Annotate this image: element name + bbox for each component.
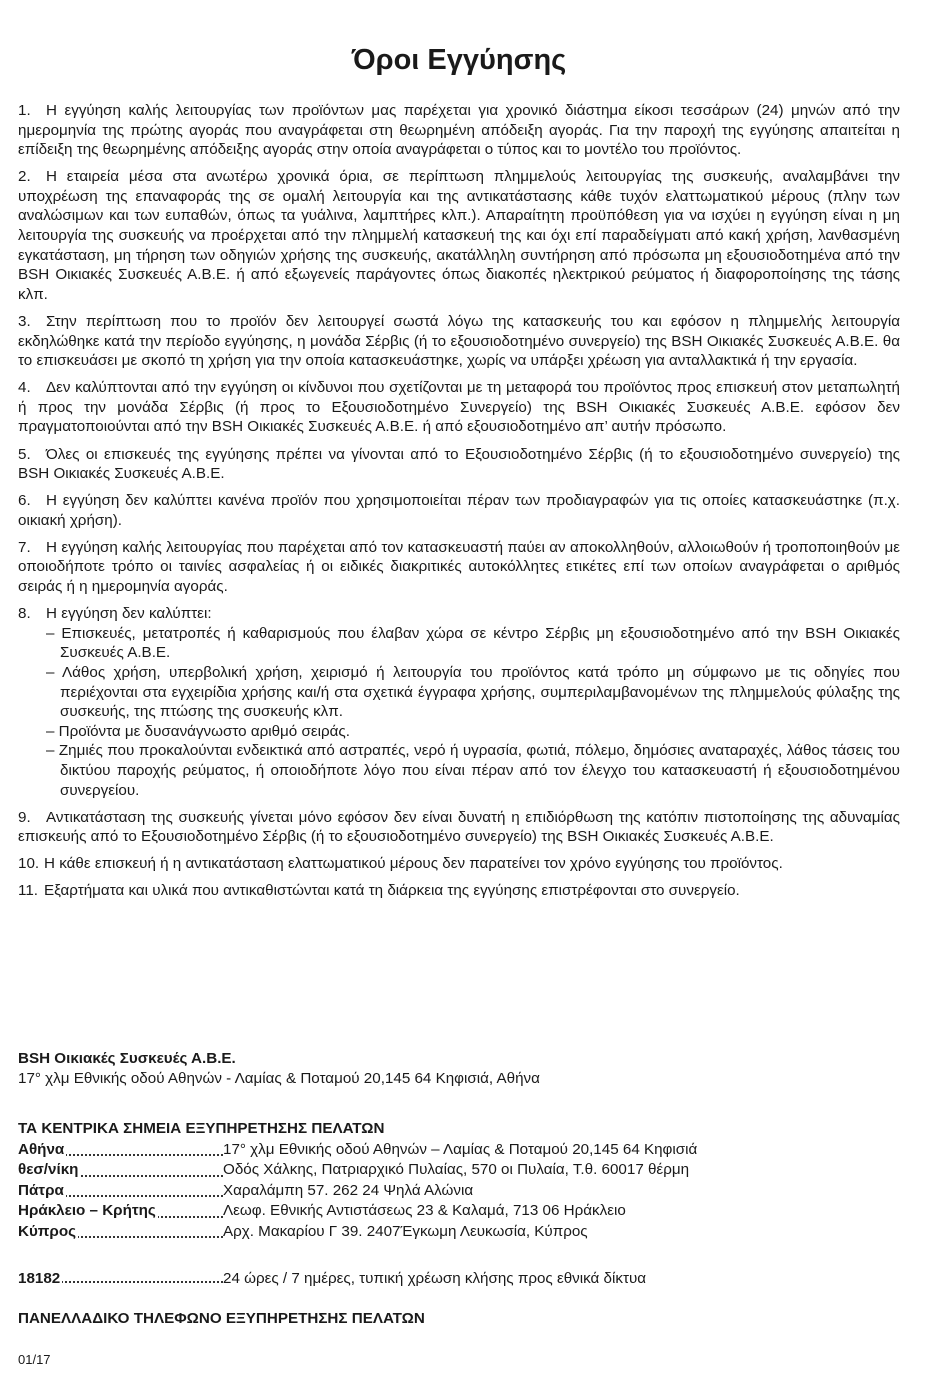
clause-number: 9. (18, 808, 31, 826)
exclusion-item: – Προϊόντα με δυσανάγνωστο αριθμό σειράς. (46, 722, 350, 740)
warranty-clauses (18, 101, 900, 908)
company-name: BSH Οικιακές Συσκευές Α.Β.Ε. (18, 1050, 236, 1067)
company-address: 17° χλμ Εθνικής οδού Αθηνών - Λαμίας & Ποταμού 20,145 64 Κηφισιά, Αθήνα (18, 1070, 540, 1087)
hotline-number: 18182 (18, 1270, 61, 1287)
clause-text: Αντικατάσταση της συσκευής γίνεται μόνο εφόσον δεν είναι δυνατή η επιδιόρθωση της κατόπιν πιστοποίησης της αδυναμίας επισκευής από το Εξουσιοδοτημένο Σέρβις (ή το εξουσιοδοτημένο συνεργείο) της BSH Οικιακές Συσκευές Α.Β.Ε. (18, 808, 900, 846)
center-address: Αρχ. Μακαρίου Γ 39. 2407Έγκωμη Λευκωσία, Κύπρος (223, 1222, 588, 1240)
clause-2 (18, 167, 900, 304)
clause-text: Στην περίπτωση που το προϊόν δεν λειτουργεί σωστά λόγω της κατασκευής του και εφόσον η πλημμελής λειτουργία εκδηλώθηκε κατά την περίοδο εγγύησης, η μονάδα Σέρβις (ή το εξουσιοδοτημένο συνεργείο) της BSH Οικιακές Συσκευές Α.Β.Ε. θα το επισκευάσει με σκοπό τη χρήση για την οποία κατασκευάστηκε, χωρίς να υπάρξει χρέωση για ανταλλακτικά ή την εργασία. (18, 312, 900, 370)
clause-text: Όλες οι επισκευές της εγγύησης πρέπει να γίνονται από το Εξουσιοδοτημένο Σέρβις (ή το εξουσιοδοτημένο συνεργείο) της BSH Οικιακές Συσκευές Α.Β.Ε. (18, 445, 900, 483)
center-address: Οδός Χάλκης, Πατριαρχικό Πυλαίας, 570 οι Πυλαία, Τ.θ. 60017 θέρμη (223, 1161, 690, 1178)
exclusion-item: – Λάθος χρήση, υπερβολική χρήση, χειρισμό ή λειτουργία του προϊόντος κατά τρόπο μη σύμφωνο με τις οδηγίες που περιέχονται στα εγχειρίδια χρήσης και/ή στα σχετικά έγγραφα χρήσης, συμπεριλαμβανομένων της πλημμελούς φύλαξης της συσκευής, της πτώσης της συσκευής κλπ. (46, 663, 900, 721)
footer-code: 01/17 (18, 1352, 51, 1367)
clause-7 (18, 538, 900, 597)
center-city: Αθήνα (18, 1140, 65, 1158)
clause-11 (18, 881, 900, 901)
center-row (18, 1160, 900, 1181)
clause-number: 10. (18, 855, 40, 873)
clause-9 (18, 808, 900, 847)
center-city: Ηράκλειο – Κρήτης (18, 1202, 156, 1219)
clause-number: 3. (18, 312, 31, 330)
clause-text: Η εγγύηση δεν καλύπτει κανένα προϊόν που χρησιμοποιείται πέραν των προδιαγραφών για τις οποίες κατασκευάστηκε (π.χ. οικιακή χρήση). (18, 492, 900, 529)
exclusions-list (18, 624, 900, 800)
clause-text: Η εταιρεία μέσα στα ανωτέρω χρονικά όρια, σε περίπτωση πλημμελούς λειτουργίας της συσκευής, αναλαμβάνει την υποχρέωση της επαναφοράς της σε ομαλή λειτουργία και της αντικατάστασης κάθε τυχόν ελαττωματικού μέρους (πλην των αναλώσιμων και των ευπαθών, όπως τα γυάλινα, λαμπτήρες κλπ.). Απαραίτητη προϋπόθεση για να ισχύει η εγγύηση είναι η μη λειτουργία της συσκευής να προέρχεται από την πλημμελή κατασκευή της και όχι επί παραδείγματι από κακή χρήση, λανθασμένη εγκατάσταση, μη τήρηση των οδηγιών χρήσης της συσκευής, ακατάλληλη συντήρηση από πρόσωπα μη εξουσιοδοτημένα από την BSH Οικιακές Συσκευές Α.Β.Ε. ή από εξωγενείς παράγοντες όπως διακοπές ηλεκτρικού ρεύματος ή διαφοροποίησης της τάσης κλπ. (18, 168, 900, 303)
clause-6 (18, 491, 900, 530)
phone-heading: ΠΑΝΕΛΛΑΔΙΚΟ ΤΗΛΕΦΩΝΟ ΕΞΥΠΗΡΕΤΗΣΗΣ ΠΕΛΑΤΩΝ (18, 1310, 425, 1327)
center-address: Χαραλάμπη 57. 262 24 Ψηλά Αλώνια (223, 1181, 474, 1199)
center-city: Κύπρος (18, 1222, 77, 1240)
clause-text: Δεν καλύπτονται από την εγγύηση οι κίνδυνοι που σχετίζονται με τη μεταφορά του προϊόντος προς επισκευή στον μεταπωλητή ή προς την μονάδα Σέρβις (ή προς το Εξουσιοδοτημένο Συνεργείο) της BSH Οικιακές Συσκευές Α.Β.Ε. εφόσον δεν πραγματοποιούνται από την BSH Οικιακές Συσκευές Α.Β.Ε. ή από εξουσιοδοτημένο απ’ αυτήν πρόσωπο. (18, 379, 900, 436)
clause-4 (18, 378, 900, 437)
clause-1 (18, 101, 900, 160)
clause-number: 7. (18, 538, 31, 556)
clause-text: Εξαρτήματα και υλικά που αντικαθιστώνται κατά τη διάρκεια της εγγύησης επιστρέφονται στο συνεργείο. (44, 882, 740, 900)
clause-5 (18, 445, 900, 484)
clause-number: 4. (18, 379, 31, 397)
clause-number: 1. (18, 102, 31, 119)
clause-10 (18, 854, 900, 874)
clause-number: 8. (18, 605, 31, 623)
center-row (18, 1140, 900, 1161)
center-address: 17° χλμ Εθνικής οδού Αθηνών – Λαμίας & Ποταμού 20,145 64 Κηφισιά (223, 1140, 698, 1158)
center-row (18, 1222, 900, 1243)
service-centers (18, 1119, 900, 1242)
service-centers-heading: ΤΑ ΚΕΝΤΡΙΚΑ ΣΗΜΕΙΑ ΕΞΥΠΗΡΕΤΗΣΗΣ ΠΕΛΑΤΩΝ (18, 1120, 385, 1137)
clause-number: 5. (18, 445, 31, 463)
page-title: Όροι Εγγύησης (351, 44, 567, 76)
clause-3 (18, 312, 900, 371)
center-row (18, 1201, 900, 1222)
hotline-row (18, 1270, 900, 1287)
hotline-text: 24 ώρες / 7 ημέρες, τυπική χρέωση κλήσης προς εθνικά δίκτυα (223, 1270, 647, 1287)
exclusion-item: – Ζημιές που προκαλούνται ενδεικτικά από αστραπές, νερό ή υγρασία, φωτιά, πόλεμο, δημόσιες αναταραχές, λάθος τάσεις του δικτύου παροχής ρεύματος, ή οποιοδήποτε λόγο που είναι πέραν από τον έλεγχο του κατασκευαστή ή εξουσιοδοτημένου συνεργείου. (46, 742, 900, 799)
clause-text: Η εγγύηση καλής λειτουργίας που παρέχεται από τον κατασκευαστή παύει αν αποκολληθούν, αλλοιωθούν ή τροποποιηθούν με οποιοδήποτε τρόπο οι ταινίες ασφαλείας ή οι ειδικές διακριτικές αυτοκόλλητες ετικέτες επί των οποίων αναγράφεται ο αριθμός σειράς ή η ημερομηνία αγοράς. (18, 538, 900, 596)
center-row (18, 1181, 900, 1202)
clause-number: 11. (18, 882, 38, 900)
clause-number: 6. (18, 492, 31, 510)
center-address: Λεωφ. Εθνικής Αντιστάσεως 23 & Καλαμά, 713 06 Ηράκλειο (223, 1202, 626, 1219)
company-block (18, 1049, 900, 1089)
clause-text: Η εγγύηση καλής λειτουργίας των προϊόντων μας παρέχεται για χρονικό διάστημα είκοσι τεσσάρων (24) μηνών από την ημερομηνία της πρώτης αγοράς που αναγράφεται στη θεωρημένη απόδειξη αγοράς. Για την παροχή της εγγύησης απαιτείται η επίδειξη της θεωρημένης απόδειξης αγοράς στην οποία αναγράφεται ο τύπος και το μοντέλο του προϊόντος. (18, 102, 900, 159)
center-city: Πάτρα (18, 1181, 64, 1199)
center-city: θεσ/νίκη (18, 1161, 79, 1178)
clause-number: 2. (18, 168, 31, 186)
clause-8 (18, 604, 900, 624)
clause-text: Η κάθε επισκευή ή η αντικατάσταση ελαττωματικού μέρους δεν παρατείνει τον χρόνο εγγύησης του προϊόντος. (44, 855, 783, 873)
exclusion-item: – Επισκευές, μετατροπές ή καθαρισμούς που έλαβαν χώρα σε κέντρο Σέρβις μη εξουσιοδοτημένο από την BSH Οικιακές Συσκευές Α.Β.Ε. (46, 624, 900, 662)
clause-text: Η εγγύηση δεν καλύπτει: (46, 605, 212, 623)
